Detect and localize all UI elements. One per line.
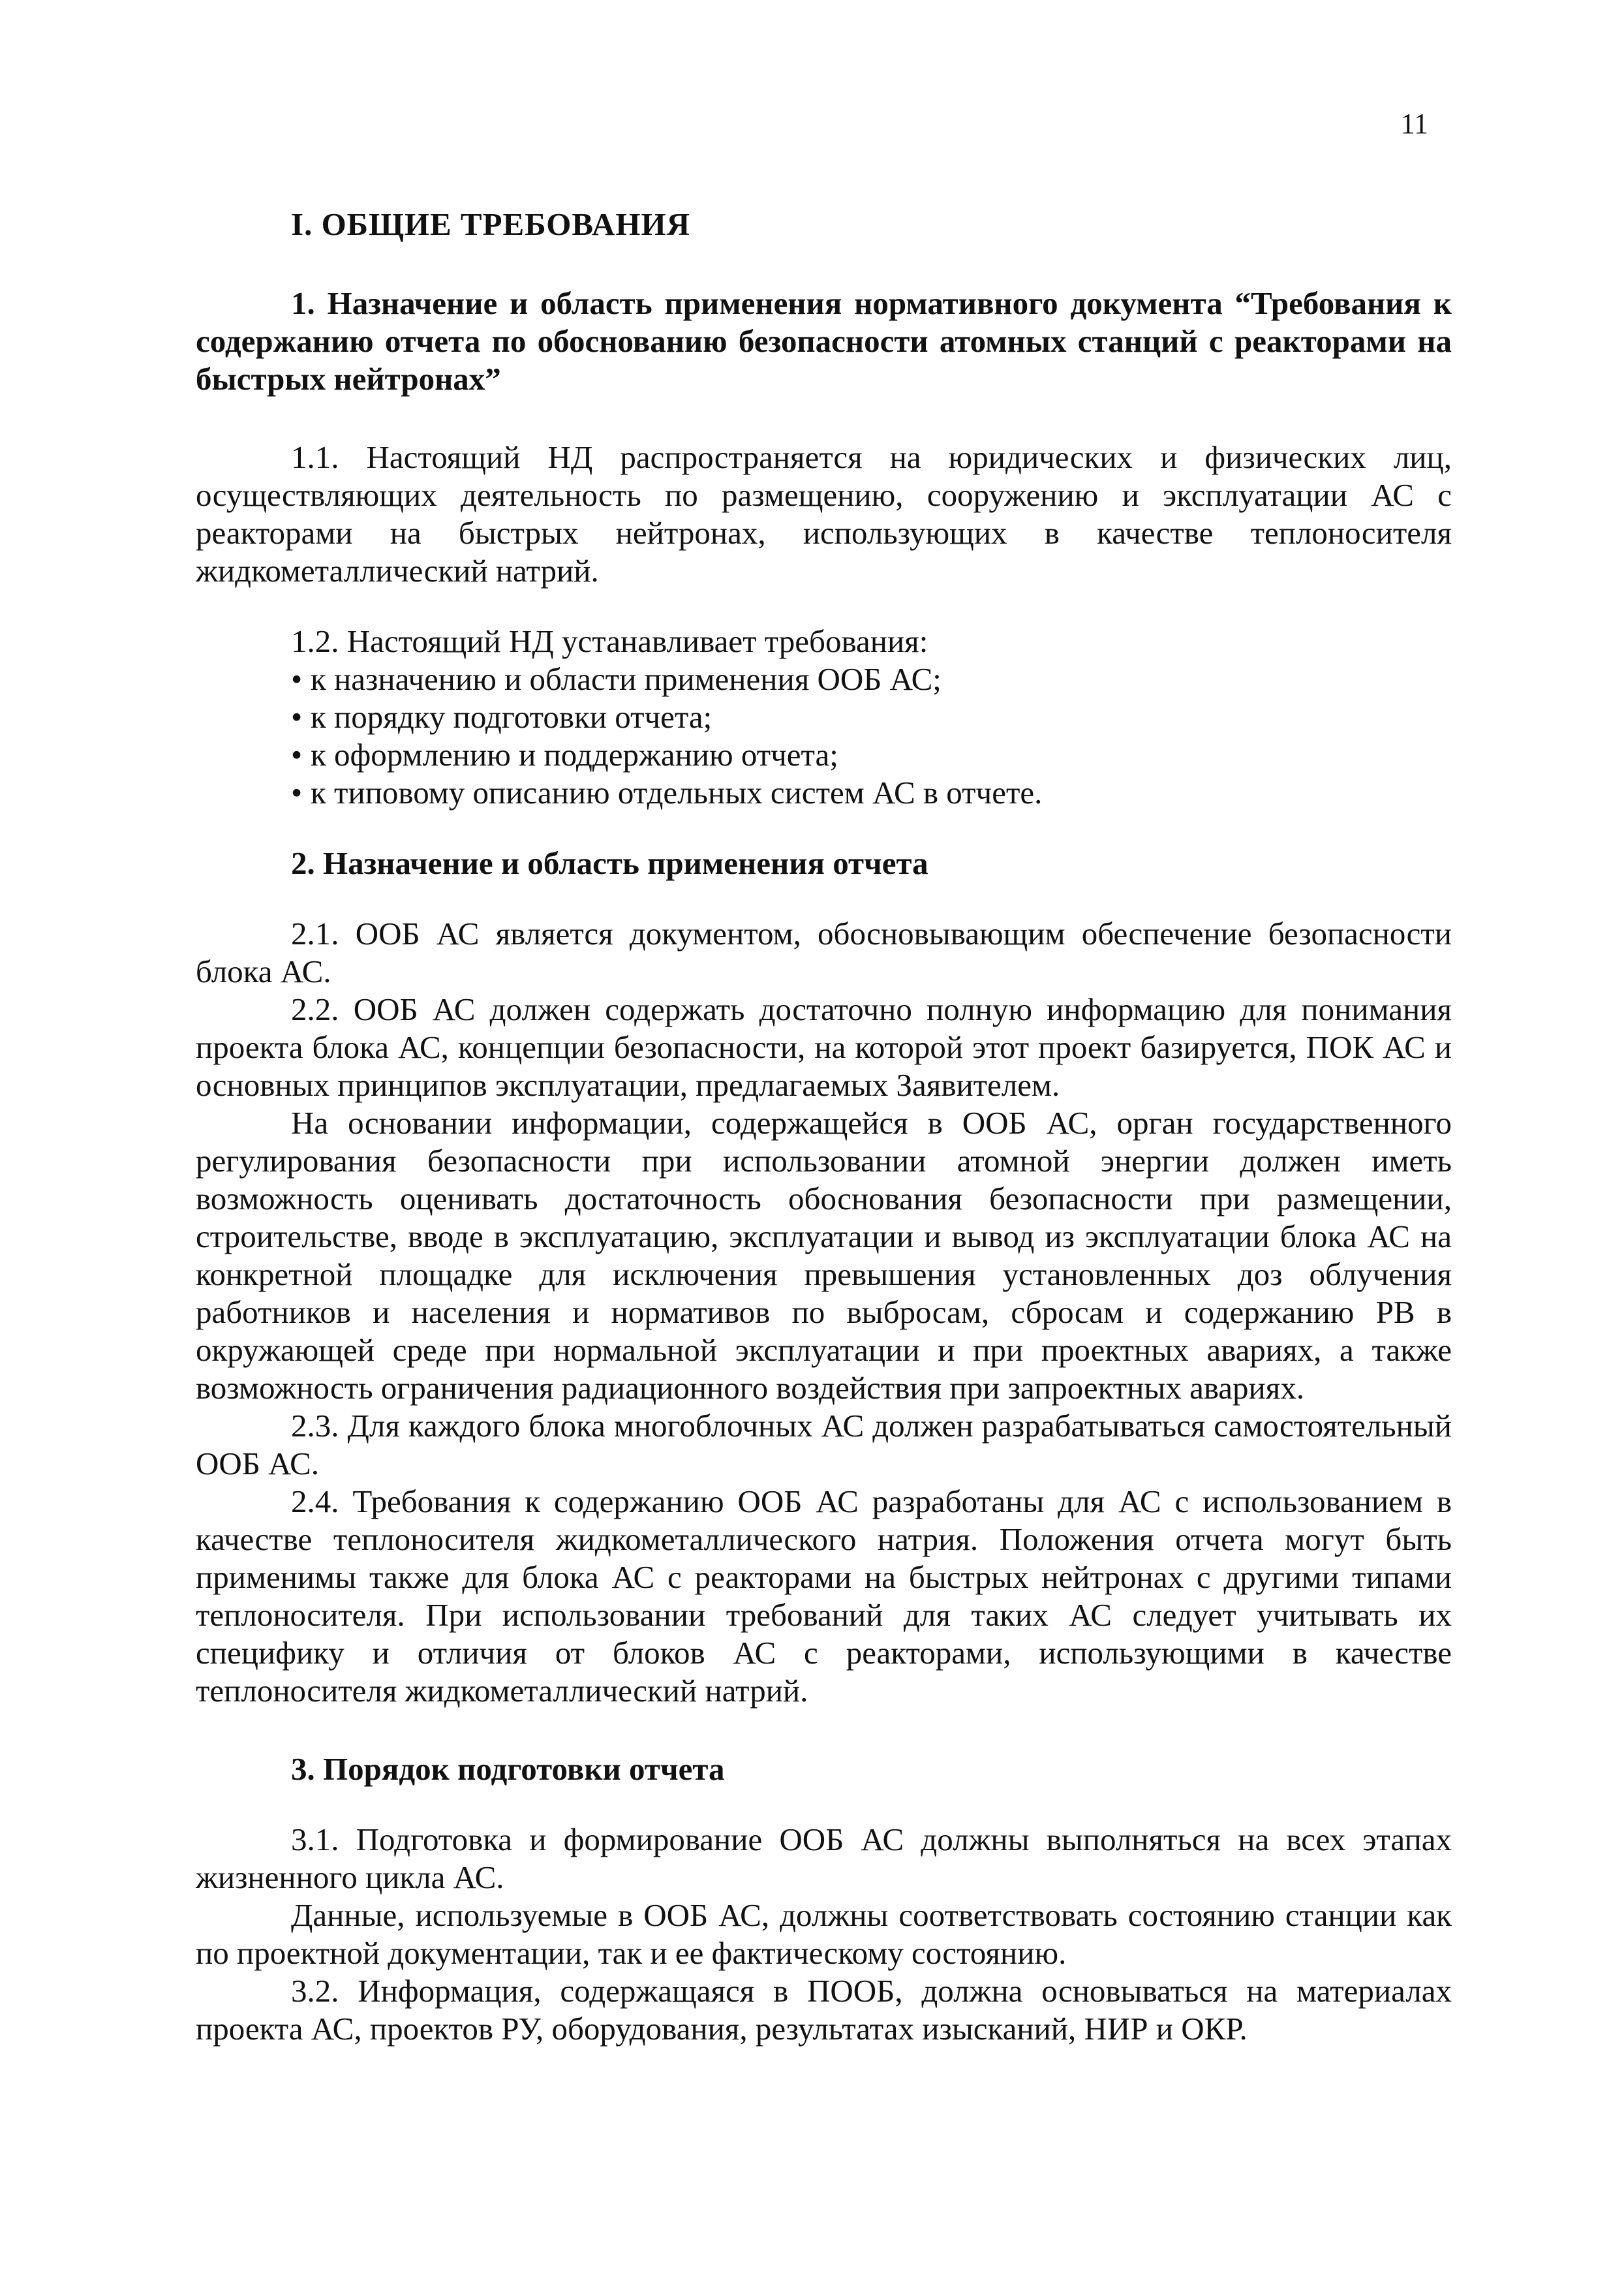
document-body	[196, 206, 1452, 2048]
paragraph-2-1: 2.1. ООБ АС является документом, обосновывающим обеспечение безопасности блока АС.	[196, 916, 1452, 989]
requirements-list	[196, 660, 1452, 812]
paragraph-1-1: 1.1. Настоящий НД распространяется на юридических и физических лиц, осуществляющих деятельность по размещению, сооружению и эксплуатации АС с реакторами на быстрых нейтронах, использующих в качестве теплоносителя жидкометаллический натрий.	[196, 439, 1452, 589]
heading-1: 1. Назначение и область применения нормативного документа “Требования к содержанию отчета по обоснованию безопасности атомных станций с реакторами на быстрых нейтронах”	[196, 285, 1452, 397]
page-number: 11	[1400, 108, 1428, 140]
list-item: • к типовому описанию отдельных систем АС в отчете.	[291, 774, 1452, 812]
section-title: I. ОБЩИЕ ТРЕБОВАНИЯ	[291, 206, 691, 242]
list-item: • к порядку подготовки отчета;	[291, 698, 1452, 736]
paragraph-2-3: 2.3. Для каждого блока многоблочных АС должен разрабатываться самостоятельный ООБ АС.	[196, 1408, 1452, 1481]
heading-3: 3. Порядок подготовки отчета	[291, 1751, 725, 1787]
paragraph-3-1: 3.1. Подготовка и формирование ООБ АС должны выполняться на всех этапах жизненного цикла АС.	[196, 1821, 1452, 1895]
paragraph-3-1-continued: Данные, используемые в ООБ АС, должны соответствовать состоянию станции как по проектной документации, так и ее фактическому состоянию.	[196, 1897, 1452, 1971]
paragraph-1-2: 1.2. Настоящий НД устанавливает требования:	[291, 623, 928, 659]
list-item: • к оформлению и поддержанию отчета;	[291, 736, 1452, 774]
paragraph-3-2: 3.2. Информация, содержащаяся в ПООБ, должна основываться на материалах проекта АС, проектов РУ, оборудования, результатах изысканий, НИР и ОКР.	[196, 1973, 1452, 2047]
paragraph-2-2: 2.2. ООБ АС должен содержать достаточно полную информацию для понимания проекта блока АС, концепции безопасности, на которой этот проект базируется, ПОК АС и основных принципов эксплуатации, предлагаемых Заявителем.	[196, 991, 1452, 1103]
paragraph-2-2-continued: На основании информации, содержащейся в ООБ АС, орган государственного регулирования безопасности при использовании атомной энергии должен иметь возможность оценивать достаточность обоснования безопасности при размещении, строительстве, вводе в эксплуатацию, эксплуатации и вывод из эксплуатации блока АС на конкретной площадке для исключения превышения установленных доз облучения работников и населения и нормативов по выбросам, сбросам и содержанию РВ в окружающей среде при нормальной эксплуатации и при проектных авариях, а также возможность ограничения радиационного воздействия при запроектных авариях.	[196, 1105, 1452, 1406]
paragraph-2-4: 2.4. Требования к содержанию ООБ АС разработаны для АС с использованием в качестве теплоносителя жидкометаллического натрия. Положения отчета могут быть применимы также для блока АС с реакторами на быстрых нейтронах с другими типами теплоносителя. При использовании требований для таких АС следует учитывать их специфику и отличия от блоков АС с реакторами, использующими в качестве теплоносителя жидкометаллический натрий.	[196, 1483, 1452, 1709]
heading-2: 2. Назначение и область применения отчета	[291, 845, 928, 881]
list-item: • к назначению и области применения ООБ АС;	[291, 660, 1452, 698]
